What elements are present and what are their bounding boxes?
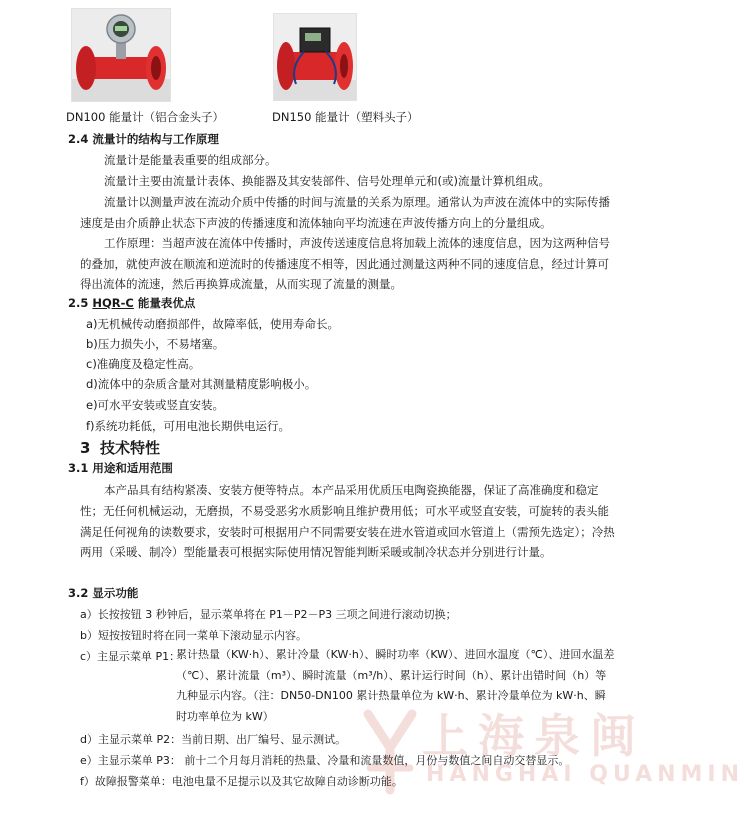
advantage-item-d: d)流体中的杂质含量对其测量精度影响极小。 — [86, 377, 317, 391]
advantage-item-e: e)可水平安装或竖直安装。 — [86, 398, 225, 412]
display-item-f: f）故障报警菜单：电池电量不足提示以及其它故障自动诊断功能。 — [80, 775, 403, 788]
advantage-item-f: f)系统功耗低，可用电池长期供电运行。 — [86, 419, 291, 433]
section-2-4-p2-text: 流量计主要由流量计表体、换能器及其安装部件、信号处理单元和(或)流量计算机组成。 — [104, 174, 550, 188]
section-2-5-model: HQR-C — [92, 296, 134, 310]
section-2-4-p1-text: 流量计是能量表重要的组成部分。 — [104, 153, 277, 167]
advantage-item-a: a)无机械传动磨损部件，故障率低，使用寿命长。 — [86, 317, 340, 331]
section-2-4-p2 — [80, 171, 616, 192]
section-3-heading — [80, 437, 160, 458]
section-2-4-p4-text: 工作原理：当超声波在流体中传播时，声波传送速度信息将加载上流体的速度信息，因为这两种信号的叠加，就使声波在顺流和逆流时的传播速度不相等，因此通过测量这两种不同的速度信息，经过计算可得出流体的流速，然后再换算成流量，从而实现了流量的测量。 — [80, 236, 610, 291]
dn150-meter-photo — [273, 13, 357, 101]
section-2-4-heading: 2.4 流量计的结构与工作原理 — [68, 132, 219, 146]
display-item-b: b）短按按钮时将在同一菜单下滚动显示内容。 — [80, 629, 307, 642]
section-3-1-heading: 3.1 用途和适用范围 — [68, 461, 173, 475]
section-3-1-paragraph — [80, 480, 616, 563]
advantage-item-b: b)压力损失小，不易堵塞。 — [86, 337, 225, 351]
section-2-4-p3 — [80, 192, 616, 233]
dn150-caption: DN150 能量计（塑料头子） — [272, 110, 419, 124]
section-3-number: 3 — [80, 439, 91, 457]
display-item-c-label: c）主显示菜单 P1： — [80, 650, 181, 663]
display-item-d: d）主显示菜单 P2：当前日期、出厂编号、显示测试。 — [80, 733, 347, 746]
dn100-meter-photo — [71, 8, 171, 102]
display-item-c-body: 累计热量（KW·h）、累计冷量（KW·h）、瞬时功率（KW）、进回水温度（℃）、进回水温差（℃）、累计流量（m³）、瞬时流量（m³/h）、累计运行时间（h）、累计出错时间（h）等九种显示内容。（注：DN50-DN100 累计热量单位为 kW·h、累计冷量单位为 kW·h、瞬时功率单位为 kW） — [176, 648, 615, 723]
section-2-4-p1 — [80, 150, 616, 171]
dn100-caption: DN100 能量计（铝合金头子） — [66, 110, 225, 124]
display-item-a: a）长按按钮 3 秒钟后，显示菜单将在 P1－P2－P3 三项之间进行滚动切换； — [80, 608, 457, 621]
section-2-5-heading — [68, 295, 195, 311]
section-3-2-heading: 3.2 显示功能 — [68, 586, 139, 600]
section-3-title: 技术特性 — [100, 439, 161, 457]
watermark-cn: 上海泉闽 — [422, 709, 646, 763]
advantage-item-c: c)准确度及稳定性高。 — [86, 357, 201, 371]
section-2-4-p4 — [80, 233, 616, 295]
display-item-e: e）主显示菜单 P3： 前十二个月每月消耗的热量、冷量和流量数值，月份与数值之间自动交替显示。 — [80, 754, 570, 767]
section-2-5-prefix: 2.5 — [68, 296, 93, 310]
watermark-en: HANGHAI QUANMIN — [426, 762, 744, 787]
section-2-4-p3-text: 流量计以测量声波在流动介质中传播的时间与流量的关系为原理。通常认为声波在流体中的实际传播速度是由介质静止状态下声波的传播速度和流体轴向平均流速在声波传播方向上的分量组成。 — [80, 195, 610, 230]
section-2-5-suffix: 能量表优点 — [133, 296, 196, 310]
section-3-1-text: 本产品具有结构紧凑、安装方便等特点。本产品采用优质压电陶瓷换能器，保证了高准确度和稳定性；无任何机械运动，无磨损，不易受恶劣水质影响且维护费用低；可水平或竖直安装，可旋转的表头能满足任何视角的读数要求，安装时可根据用户不同需要安装在进水管道或回水管道上（需预先选定）；冷热两用（采暖、制冷）型能量表可根据实际使用情况智能判断采暖或制冷状态并分别进行计量。 — [80, 483, 615, 560]
